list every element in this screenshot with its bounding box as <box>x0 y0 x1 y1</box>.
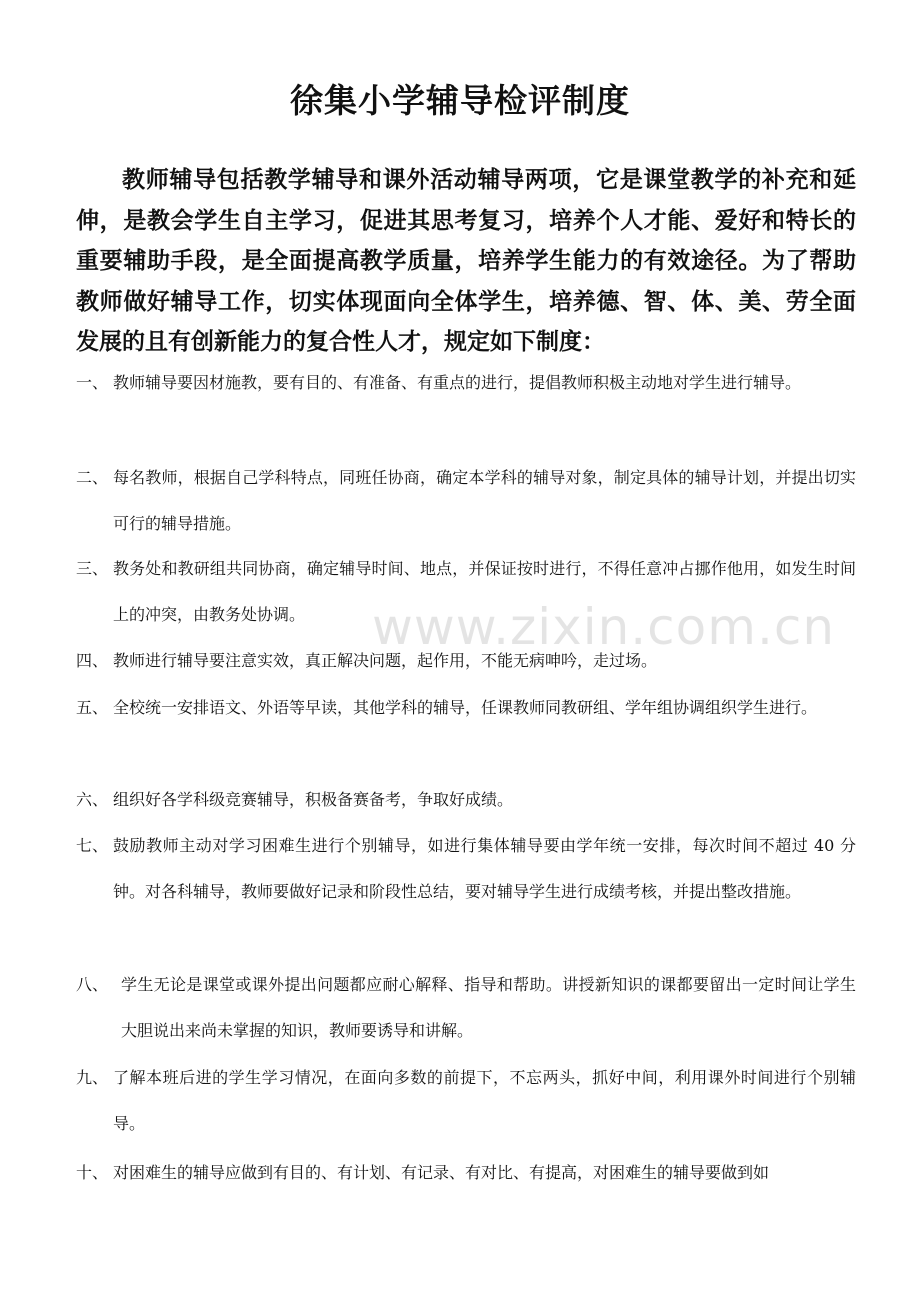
list-item <box>76 777 856 823</box>
list-item <box>76 685 856 731</box>
item-text: 教师辅导要因材施教，要有目的、有准备、有重点的进行，提倡教师积极主动地对学生进行辅导。 <box>113 373 802 392</box>
item-number: 五、 <box>76 698 109 717</box>
list-item <box>76 638 856 684</box>
item-number: 六、 <box>76 790 109 809</box>
list-item <box>76 546 856 638</box>
item-number: 二、 <box>76 468 109 487</box>
item-number: 一、 <box>76 373 109 392</box>
item-number: 三、 <box>76 559 109 578</box>
watermark: www.zixin.com.cn <box>372 598 836 656</box>
list-item <box>76 1055 856 1147</box>
item-text: 组织好各学科级竞赛辅导，积极备赛备考，争取好成绩。 <box>113 790 514 809</box>
list-item <box>76 1150 856 1196</box>
item-text: 了解本班后进的学生学习情况，在面向多数的前提下，不忘两头，抓好中间，利用课外时间进行个别辅导。 <box>113 1068 856 1133</box>
item-text: 鼓励教师主动对学习困难生进行个别辅导，如进行集体辅导要由学年统一安排，每次时间不超过 40 分钟。对各科辅导，教师要做好记录和阶段性总结，要对辅导学生进行成绩考核，并提出整改措施。 <box>113 836 856 901</box>
page-title: 徐集小学辅导检评制度 <box>290 81 630 120</box>
item-number: 十、 <box>76 1163 109 1182</box>
list-item <box>76 360 856 406</box>
list-item <box>76 823 856 915</box>
item-text: 全校统一安排语文、外语等早读，其他学科的辅导，任课教师同教研组、学年组协调组织学生进行。 <box>113 698 818 717</box>
intro-paragraph: 教师辅导包括教学辅导和课外活动辅导两项，它是课堂教学的补充和延伸，是教会学生自主学习，促进其思考复习，培养个人才能、爱好和特长的重要辅助手段，是全面提高教学质量，培养学生能力的有效途径。为了帮助教师做好辅导工作，切实体现面向全体学生，培养德、智、体、美、劳全面发展的且有创新能力的复合性人才，规定如下制度： <box>76 167 856 355</box>
item-number: 八、 <box>76 975 109 994</box>
item-text: 教务处和教研组共同协商，确定辅导时间、地点，并保证按时进行，不得任意冲占挪作他用，如发生时间上的冲突，由教务处协调。 <box>113 559 856 624</box>
item-number: 七、 <box>76 836 109 855</box>
item-text: 对困难生的辅导应做到有目的、有计划、有记录、有对比、有提高，对困难生的辅导要做到如 <box>113 1163 770 1182</box>
list-item <box>76 962 856 1054</box>
item-number: 四、 <box>76 651 109 670</box>
list-item <box>76 455 856 547</box>
item-text: 每名教师，根据自己学科特点，同班任协商，确定本学科的辅导对象，制定具体的辅导计划，并提出切实可行的辅导措施。 <box>113 468 856 533</box>
item-number: 九、 <box>76 1068 109 1087</box>
item-text: 学生无论是课堂或课外提出问题都应耐心解释、指导和帮助。讲授新知识的课都要留出一定时间让学生大胆说出来尚未掌握的知识，教师要诱导和讲解。 <box>121 975 856 1040</box>
item-text: 教师进行辅导要注意实效，真正解决问题，起作用，不能无病呻吟，走过场。 <box>113 651 658 670</box>
